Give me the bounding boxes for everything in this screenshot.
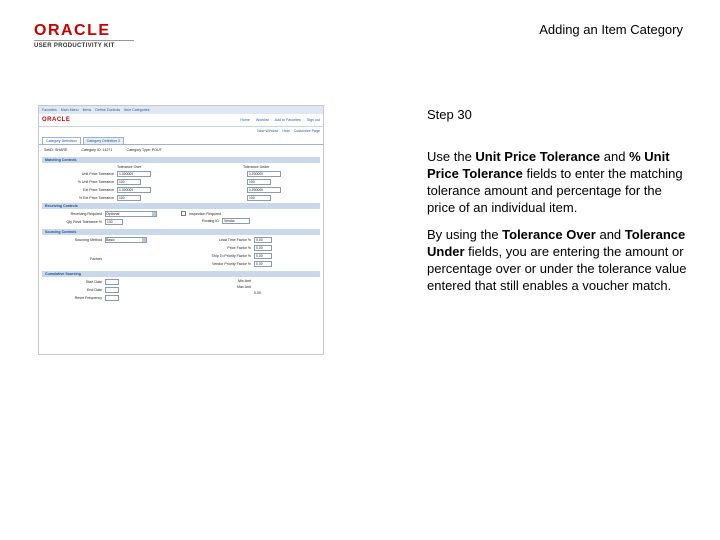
logo-divider [34, 40, 134, 41]
description-text: By using the [427, 227, 503, 242]
cumulative-value: 0.00 [254, 291, 261, 295]
breadcrumb-item[interactable]: Define Controls [95, 108, 121, 112]
breadcrumb [39, 106, 323, 114]
end-date-input[interactable] [105, 287, 119, 293]
ext-price-tolerance-under-input[interactable]: 1.000000 [247, 187, 281, 193]
slide-title: Adding an Item Category [539, 22, 683, 37]
description-paragraph-2 [427, 226, 689, 294]
section-header[interactable]: Cumulative Sourcing [42, 271, 320, 277]
section-header[interactable]: Matching Controls [42, 157, 320, 163]
field-name-emphasis: Tolerance Under [427, 227, 686, 259]
field-name-emphasis: Tolerance Over [502, 227, 596, 242]
tolerance-under-header: Tolerance Under [243, 165, 270, 169]
customize-page-link[interactable]: Customize Page [293, 129, 320, 133]
tab-category-definition-2[interactable]: Category Definition 2 [83, 137, 125, 144]
description-text: and [595, 227, 625, 242]
sign-out-link[interactable]: Sign out [306, 118, 320, 122]
tolerance-row: Unit Price Tolerance 1.000000 1.000000 [42, 171, 320, 177]
sourcing-method-select[interactable]: Basic [105, 237, 147, 243]
field-name-emphasis: % Unit Price Tolerance [427, 149, 670, 181]
matching-controls-section [42, 157, 320, 201]
description-text: fields, you are entering the amount or percentage over or under the tolerance value entered that still enables a voucher match. [427, 244, 687, 293]
breadcrumb-item[interactable]: Favorites [42, 108, 57, 112]
page-links [39, 127, 323, 135]
receiving-controls-section: Receiving Controls Receiving Required Optional Qty Rcvd Tolerance % 100 Inspection Required Routing ID Vendor [42, 203, 320, 227]
qty-tolerance-input[interactable]: 100 [105, 219, 123, 225]
step-label: Step 30 [427, 107, 472, 122]
pct-ext-price-tolerance-over-input[interactable]: 100 [117, 195, 141, 201]
help-link[interactable]: Help [282, 129, 290, 133]
app-header [39, 114, 323, 127]
inspection-checkbox[interactable] [181, 211, 186, 216]
app-logo: ORACLE [42, 117, 71, 123]
home-link[interactable]: Home [240, 118, 250, 122]
reset-frequency-input[interactable] [105, 295, 119, 301]
setid-field: SetID: SHARE [44, 148, 68, 152]
unit-price-tolerance-over-input[interactable]: 1.000000 [117, 171, 151, 177]
tolerance-row: Ext Price Tolerance 1.000000 1.000000 [42, 187, 320, 193]
universal-links [240, 118, 320, 122]
category-type-field: Category Type: POUT [126, 148, 162, 152]
breadcrumb-item[interactable]: Items [82, 108, 92, 112]
tolerance-row: % Ext Price Tolerance 100 100 [42, 195, 320, 201]
pct-unit-price-tolerance-over-input[interactable]: 100 [117, 179, 141, 185]
key-fields [39, 144, 323, 155]
application-screenshot [38, 105, 324, 355]
add-to-favorites-link[interactable]: Add to Favorites [274, 118, 301, 122]
field-name-emphasis: Unit Price Tolerance [475, 149, 601, 164]
description-text: fields to enter the matching tolerance amount and percentage for the price of an individual item. [427, 166, 683, 215]
sourcing-controls-section: Sourcing Controls Sourcing Method Basic Factors Lead Time Factor % 0.00 Price Factor % 0.00 Ship To Priority Factor % 0.00 Vendor Priority Factor % 0.00 [42, 229, 320, 269]
logo-wordmark: ORACLE [34, 22, 111, 39]
unit-price-tolerance-under-input[interactable]: 1.000000 [247, 171, 281, 177]
description-text: Use the [427, 149, 476, 164]
section-header[interactable]: Sourcing Controls [42, 229, 320, 235]
routing-id-input[interactable]: Vendor [222, 218, 250, 224]
tolerance-over-header: Tolerance Over [117, 165, 142, 169]
receiving-required-select[interactable]: Optional [105, 211, 157, 217]
pct-unit-price-tolerance-under-input[interactable]: 100 [247, 179, 271, 185]
new-window-link[interactable]: New Window [257, 129, 279, 133]
logo-tagline: USER PRODUCTIVITY KIT [34, 43, 115, 49]
start-date-input[interactable] [105, 279, 119, 285]
description-paragraph-1 [427, 148, 689, 216]
section-header[interactable]: Receiving Controls [42, 203, 320, 209]
tolerance-row: % Unit Price Tolerance 100 100 [42, 179, 320, 185]
worklist-link[interactable]: Worklist [255, 118, 269, 122]
price-factor-input[interactable]: 0.00 [254, 245, 272, 251]
description-text: and [600, 149, 630, 164]
page-tabs [39, 137, 323, 144]
tab-category-definition[interactable]: Category Definition [42, 137, 81, 144]
vendor-priority-factor-input[interactable]: 0.00 [254, 261, 272, 267]
ext-price-tolerance-over-input[interactable]: 1.000000 [117, 187, 151, 193]
ship-to-priority-factor-input[interactable]: 0.00 [254, 253, 272, 259]
lead-time-factor-input[interactable]: 0.00 [254, 237, 272, 243]
breadcrumb-item[interactable]: Main Menu [60, 108, 79, 112]
step-description [427, 148, 689, 304]
cumulative-sourcing-section: Cumulative Sourcing Start Date End Date Reset Frequency Min Amt Max Amt 0.00 [42, 271, 320, 303]
oracle-logo [34, 23, 134, 49]
category-id-field: Category ID: 14271 [81, 148, 113, 152]
breadcrumb-item[interactable]: Item Categories [124, 108, 150, 112]
pct-ext-price-tolerance-under-input[interactable]: 100 [247, 195, 271, 201]
